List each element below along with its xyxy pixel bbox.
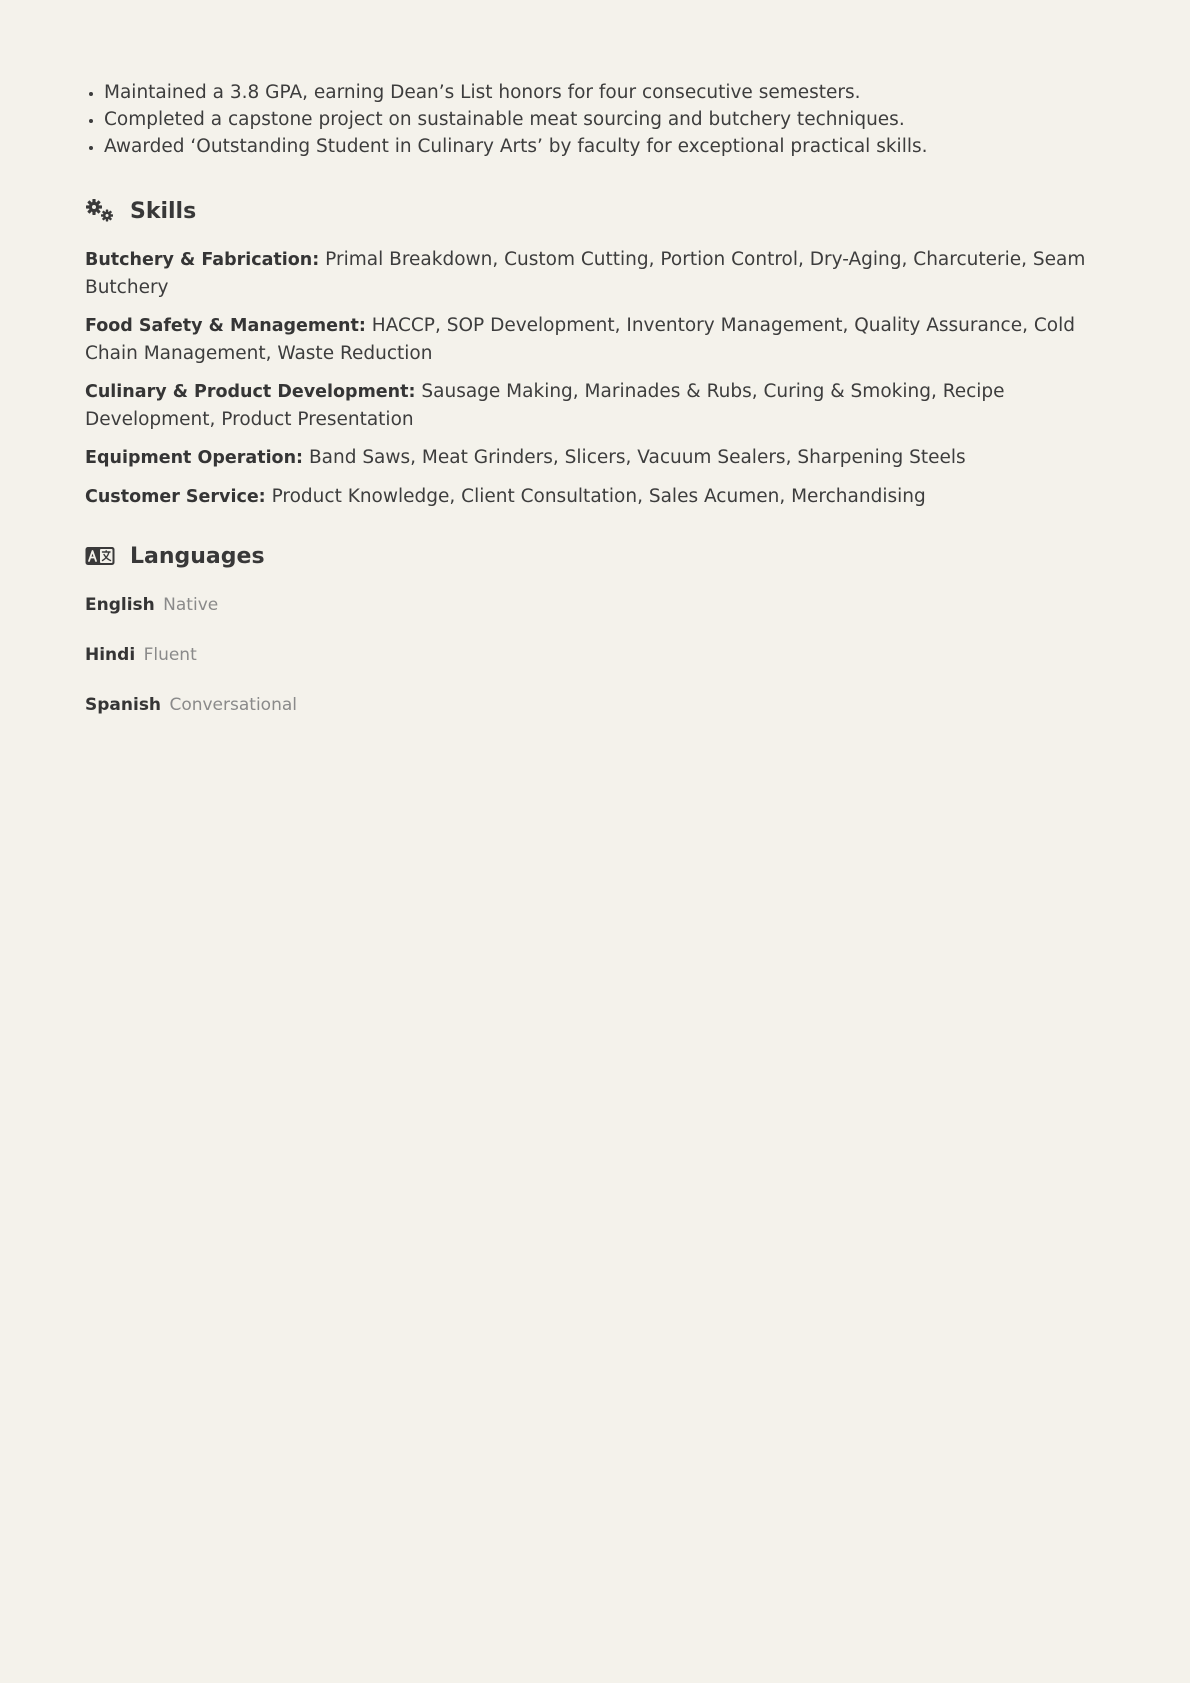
skill-category: Butchery & Fabrication:	[85, 250, 320, 270]
skill-category: Equipment Operation:	[85, 448, 304, 468]
language-row	[85, 643, 1105, 667]
skill-text: Band Saws, Meat Grinders, Slicers, Vacuum Sealers, Sharpening Steels	[308, 447, 966, 468]
languages-heading: Languages	[130, 543, 265, 569]
skills-list	[85, 246, 1105, 511]
language-row	[85, 593, 1105, 617]
languages-section-header	[85, 541, 1105, 571]
skill-text: Product Knowledge, Client Consultation, Sales Acumen, Merchandising	[271, 486, 926, 507]
education-highlights-list	[85, 79, 1105, 160]
language-name: English	[85, 595, 155, 615]
language-icon	[85, 541, 115, 571]
list-item: • Maintained a 3.8 GPA, earning Dean’s List honors for four consecutive semesters.	[104, 79, 1105, 106]
language-name: Hindi	[85, 645, 136, 665]
language-level: Fluent	[143, 645, 197, 665]
language-row	[85, 693, 1105, 717]
skill-text: Sausage Making, Marinades & Rubs, Curing & Smoking, Recipe Development, Product Presentation	[85, 381, 1005, 430]
list-item: • Awarded ‘Outstanding Student in Culinary Arts’ by faculty for exceptional practical skills.	[104, 133, 1105, 160]
skills-heading: Skills	[130, 198, 197, 224]
languages-list	[85, 593, 1105, 717]
language-level: Native	[163, 595, 219, 615]
skills-section-header	[85, 196, 1105, 226]
skill-row	[85, 483, 1105, 511]
skill-row	[85, 312, 1105, 367]
skill-text: HACCP, SOP Development, Inventory Management, Quality Assurance, Cold Chain Management, Waste Reduction	[85, 315, 1075, 364]
skill-category: Culinary & Product Development:	[85, 382, 416, 402]
language-name: Spanish	[85, 695, 162, 715]
skill-row	[85, 246, 1105, 301]
skill-text: Primal Breakdown, Custom Cutting, Portion Control, Dry-Aging, Charcuterie, Seam Butchery	[85, 249, 1086, 298]
skill-category: Customer Service:	[85, 487, 266, 507]
gears-icon	[85, 196, 115, 226]
skill-category: Food Safety & Management:	[85, 316, 366, 336]
skill-row	[85, 444, 1105, 472]
language-level: Conversational	[169, 695, 297, 715]
skill-row	[85, 378, 1105, 433]
list-item: • Completed a capstone project on sustainable meat sourcing and butchery techniques.	[104, 106, 1105, 133]
